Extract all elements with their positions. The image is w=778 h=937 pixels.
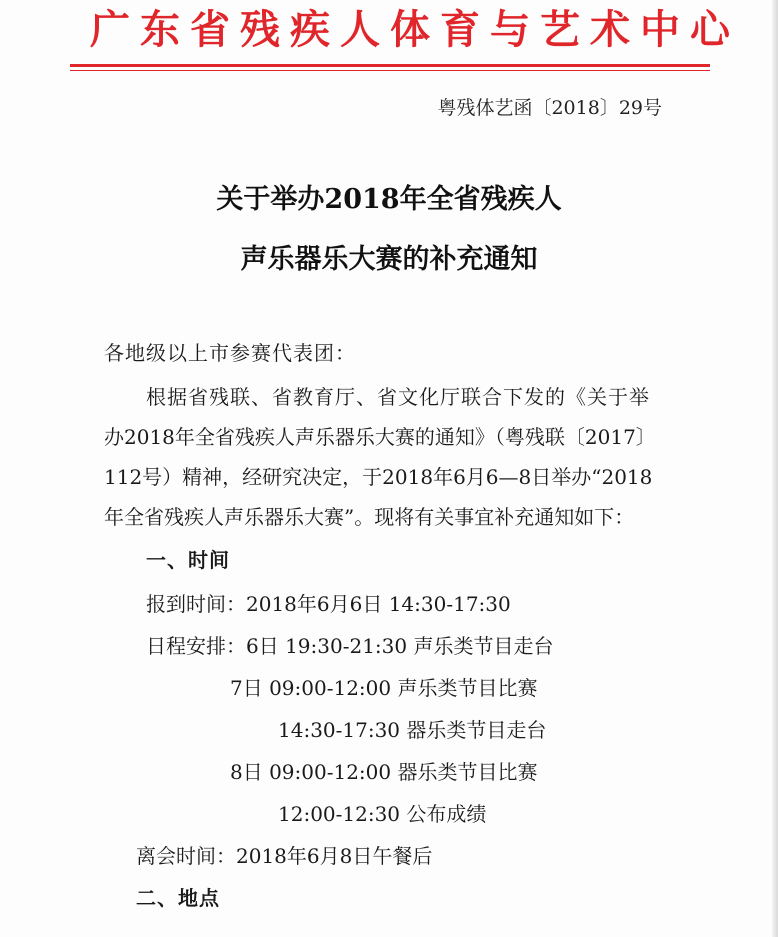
schedule-row-4: 8日 09:00-12:00 器乐类节目比赛 (230, 760, 538, 784)
title-line-2: 声乐器乐大赛的补充通知 (240, 244, 538, 275)
section-1-heading: 一、时间 (146, 548, 230, 572)
schedule-row-3: 14:30-17:30 器乐类节目走台 (278, 718, 547, 742)
registration-time: 报到时间：2018年6月6日 14:30-17:30 (146, 592, 511, 616)
document-number: 粤残体艺函〔2018〕29号 (437, 97, 662, 119)
schedule-row-5: 12:00-12:30 公布成绩 (278, 802, 487, 826)
section-2-heading: 二、地点 (136, 886, 220, 910)
schedule-row-1: 日程安排：6日 19:30-21:30 声乐类节目走台 (146, 634, 554, 658)
page-edge-shadow (772, 0, 778, 937)
letterhead-red-rule-thin (70, 70, 710, 71)
paragraph-line-1: 根据省残联、省教育厅、省文化厅联合下发的《关于举 (146, 385, 650, 409)
salutation: 各地级以上市参赛代表团： (104, 341, 356, 365)
departure-time: 离会时间：2018年6月8日午餐后 (136, 844, 433, 868)
letterhead-red-rule (70, 64, 710, 67)
schedule-row-2: 7日 09:00-12:00 声乐类节目比赛 (230, 676, 538, 700)
title-line-1: 关于举办2018年全省残疾人 (216, 184, 562, 215)
letterhead-org-name: 广东省残疾人体育与艺术中心 (90, 6, 740, 53)
paragraph-line-3: 112号）精神，经研究决定，于2018年6月6—8日举办“2018 (104, 465, 653, 489)
paragraph-line-4: 年全省残疾人声乐器乐大赛”。现将有关事宜补充通知如下： (104, 505, 635, 529)
paragraph-line-2: 办2018年全省残疾人声乐器乐大赛的通知》（粤残联〔2017〕 (104, 425, 656, 449)
